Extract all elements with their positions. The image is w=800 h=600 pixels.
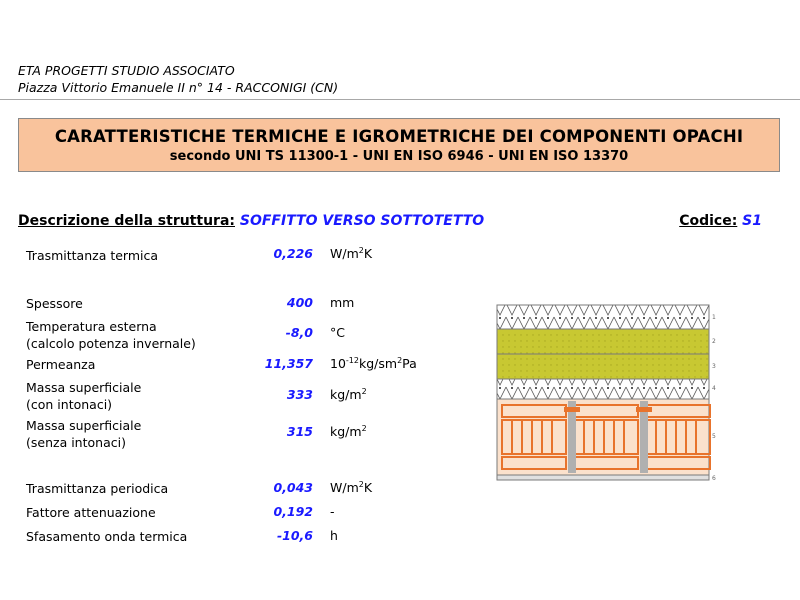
property-unit: $W/m^2K$ (330, 479, 373, 495)
property-label: Trasmittanza termica (26, 248, 159, 263)
company-name: ETA PROGETTI STUDIO ASSOCIATO (18, 63, 235, 78)
property-value: 315 (286, 424, 313, 439)
structure-code (679, 213, 762, 229)
layer-3-insulation (497, 354, 709, 379)
code-label: Codice: (679, 213, 738, 229)
property-label: Temperatura esterna (calcolo potenza invernale) (26, 319, 196, 351)
property-unit: $W/m^2K$ (330, 245, 373, 261)
company-address: Piazza Vittorio Emanuele II n° 14 - RACCONIGI (CN) (18, 80, 339, 95)
property-value: 333 (286, 387, 313, 402)
property-value: 0,192 (273, 504, 313, 519)
property-label: Fattore attenuazione (26, 505, 156, 520)
layer-number: 4 (712, 385, 716, 392)
layer-4-gravel (497, 379, 709, 399)
layer-number: 6 (712, 475, 716, 482)
property-unit: $10^{-12}kg/sm^2Pa$ (330, 355, 417, 371)
property-value: 0,226 (273, 246, 313, 261)
layer-6-plaster (497, 475, 709, 480)
title-box (18, 118, 780, 172)
property-label: Spessore (26, 296, 83, 311)
property-unit: - (330, 504, 335, 519)
code-value: S1 (742, 213, 762, 229)
property-value: 400 (286, 295, 313, 310)
property-value: 11,357 (264, 356, 313, 371)
property-value: -8,0 (285, 325, 313, 340)
description-label: Descrizione della struttura: (18, 213, 235, 229)
property-value: 0,043 (273, 480, 313, 495)
layer-1-gravel (497, 305, 709, 329)
property-label: Massa superficiale (con intonaci) (26, 380, 142, 412)
property-label: Trasmittanza periodica (26, 481, 169, 496)
property-unit: h (330, 528, 338, 543)
layer-number: 5 (712, 433, 716, 440)
layer-2-insulation (497, 329, 709, 354)
property-value: -10,6 (276, 528, 313, 543)
layer-number: 1 (712, 314, 716, 321)
stratigraphy-diagram (494, 302, 724, 486)
title-main: CARATTERISTICHE TERMICHE E IGROMETRICHE DEI COMPONENTI OPACHI (54, 127, 744, 146)
company-header (18, 62, 338, 96)
property-label: Massa superficiale (senza intonaci) (26, 418, 142, 450)
property-unit: $kg/m^2$ (330, 386, 367, 402)
layer-5-slab (497, 399, 710, 475)
property-unit: $kg/m^2$ (330, 423, 367, 439)
layer-number: 3 (712, 363, 716, 370)
title-sub: secondo UNI TS 11300-1 - UNI EN ISO 6946 - UNI EN ISO 13370 (169, 149, 629, 164)
description-value: SOFFITTO VERSO SOTTOTETTO (239, 213, 485, 229)
property-label: Permeanza (26, 357, 96, 372)
property-unit: °C (330, 325, 345, 340)
layer-number: 2 (712, 338, 716, 345)
header-divider (0, 99, 800, 100)
property-unit: mm (330, 295, 355, 310)
property-label: Sfasamento onda termica (26, 529, 188, 544)
structure-description (18, 213, 484, 229)
